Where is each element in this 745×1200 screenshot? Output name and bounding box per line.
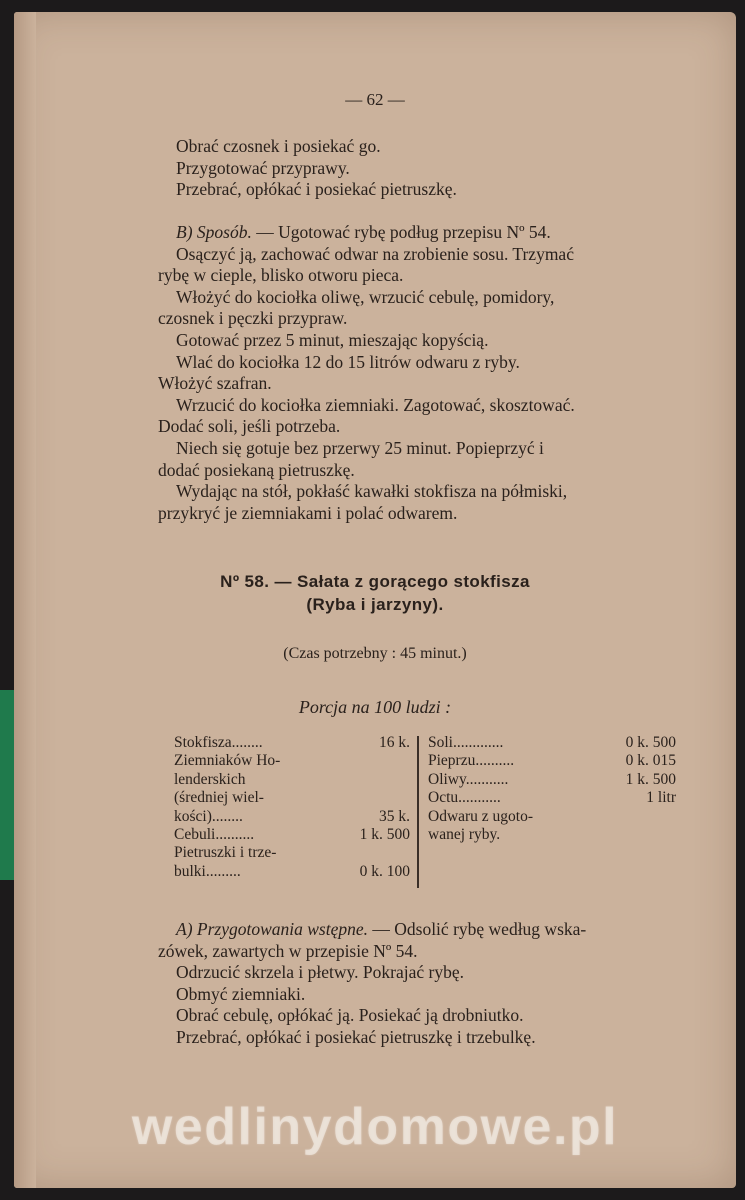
text-line: Niech się gotuje bez przerwy 25 minut. Popieprzyć i — [176, 437, 544, 458]
ingredient-name: wanej ryby. — [428, 826, 501, 844]
ingredient-name: lenderskich — [174, 770, 246, 788]
ingredient-quantity: 1 k. 500 — [359, 826, 410, 844]
portion-heading: Porcja na 100 ludzi : — [298, 697, 452, 717]
ingredient-name: Octu........... — [428, 789, 501, 807]
text-line: Obmyć ziemniaki. — [176, 983, 306, 1004]
watermark: wedlinydomowe.pl — [131, 1098, 619, 1156]
ingredient-name: Pietruszki i trze- — [174, 844, 277, 862]
text-line: przykryć je ziemniakami i polać odwarem. — [158, 502, 458, 523]
book-page — [14, 12, 736, 1188]
preparation-label: A) Przygotowania wstępne. — [176, 919, 368, 939]
page-number: — 62 — — [345, 90, 405, 109]
ingredient-quantity: 16 k. — [379, 734, 410, 751]
ingredient-name: Pieprzu.......... — [428, 752, 515, 770]
preparation-continued — [158, 136, 698, 201]
ingredient-row — [428, 771, 676, 789]
ingredient-quantity: 0 k. 500 — [625, 734, 676, 751]
table-divider — [417, 736, 419, 888]
ingredient-name: Soli............. — [428, 734, 504, 751]
ingredient-row — [174, 808, 410, 826]
ingredient-name: bulki......... — [174, 862, 241, 880]
text-line: Odrzucić skrzela i płetwy. Pokrajać rybę. — [176, 962, 464, 983]
recipe-title: Nº 58. — Sałata z gorącego stokfisza — [220, 572, 530, 591]
ingredient-quantity: 35 k. — [379, 807, 410, 825]
recipe-time: (Czas potrzebny : 45 minut.) — [283, 645, 467, 662]
ingredients-right-column — [428, 734, 676, 844]
text-line: czosnek i pęczki przypraw. — [158, 308, 348, 329]
ingredient-name: Oliwy........... — [428, 770, 509, 788]
text-line: Wydając na stół, pokłaść kawałki stokfisza na półmiski, — [176, 481, 568, 502]
ingredient-row — [174, 844, 410, 862]
ingredient-row — [428, 808, 676, 826]
text-line: Wlać do kociołka 12 do 15 litrów odwaru z ryby. — [176, 351, 520, 372]
preparation-lines — [158, 941, 698, 1049]
text-line: Włożyć szafran. — [158, 373, 272, 394]
text-line: Przebrać, opłókać i posiekać pietruszkę. — [176, 179, 457, 200]
ingredient-name: Stokfisza........ — [174, 734, 263, 751]
ingredient-row — [174, 734, 410, 752]
ingredient-name: Cebuli.......... — [174, 826, 255, 844]
ingredient-quantity: 0 k. 015 — [625, 752, 676, 770]
preparation-first-line-text: — Odsolić rybę według wska- — [368, 919, 587, 939]
method-first-line — [158, 222, 698, 244]
method-section — [158, 222, 698, 524]
preparation-section — [158, 919, 698, 1049]
text-line: Gotować przez 5 minut, mieszając kopyścią. — [176, 329, 489, 350]
text-line: Przygotować przyprawy. — [176, 157, 350, 178]
ingredient-row — [428, 752, 676, 770]
ingredient-row — [174, 789, 410, 807]
text-line: Obrać czosnek i posiekać go. — [176, 136, 381, 156]
text-line: Przebrać, opłókać i posiekać pietruszkę i trzebulkę. — [176, 1026, 536, 1047]
recipe-subtitle: (Ryba i jarzyny). — [306, 595, 444, 614]
method-first-line-text: — Ugotować rybę podług przepisu Nº 54. — [251, 222, 551, 242]
ingredient-row — [174, 752, 410, 770]
ingredient-name: (średniej wiel- — [174, 789, 264, 807]
text-line: Wrzucić do kociołka ziemniaki. Zagotować, skosztować. — [176, 394, 575, 415]
ingredient-row — [428, 734, 676, 752]
ingredient-row — [174, 826, 410, 844]
text-line: rybę w cieple, blisko otworu pieca. — [158, 265, 404, 286]
ingredient-row — [428, 789, 676, 807]
ingredient-row — [174, 771, 410, 789]
ingredient-quantity: 0 k. 100 — [359, 862, 410, 880]
text-line: Dodać soli, jeśli potrzeba. — [158, 416, 341, 437]
text-line: dodać posiekaną pietruszkę. — [158, 459, 355, 480]
recipe-heading — [14, 570, 736, 616]
ingredient-name: Odwaru z ugoto- — [428, 807, 534, 825]
method-lines — [158, 244, 698, 525]
text-line: zówek, zawartych w przepisie Nº 54. — [158, 940, 418, 961]
ingredients-left-column — [174, 734, 410, 881]
preparation-first-line — [158, 919, 698, 941]
ingredient-quantity: 1 k. 500 — [625, 770, 676, 788]
text-line: Osączyć ją, zachować odwar na zrobienie sosu. Trzymać — [176, 243, 574, 264]
method-label: B) Sposób. — [176, 222, 252, 242]
ingredient-row — [174, 863, 410, 881]
ingredient-row — [428, 826, 676, 844]
text-line: Włożyć do kociołka oliwę, wrzucić cebulę, pomidory, — [176, 286, 555, 307]
ingredient-name: Ziemniaków Ho- — [174, 752, 281, 770]
ingredient-name: kości)........ — [174, 807, 243, 825]
text-line: Obrać cebulę, opłókać ją. Posiekać ją drobniutko. — [176, 1005, 524, 1026]
ingredient-quantity: 1 litr — [646, 789, 676, 807]
